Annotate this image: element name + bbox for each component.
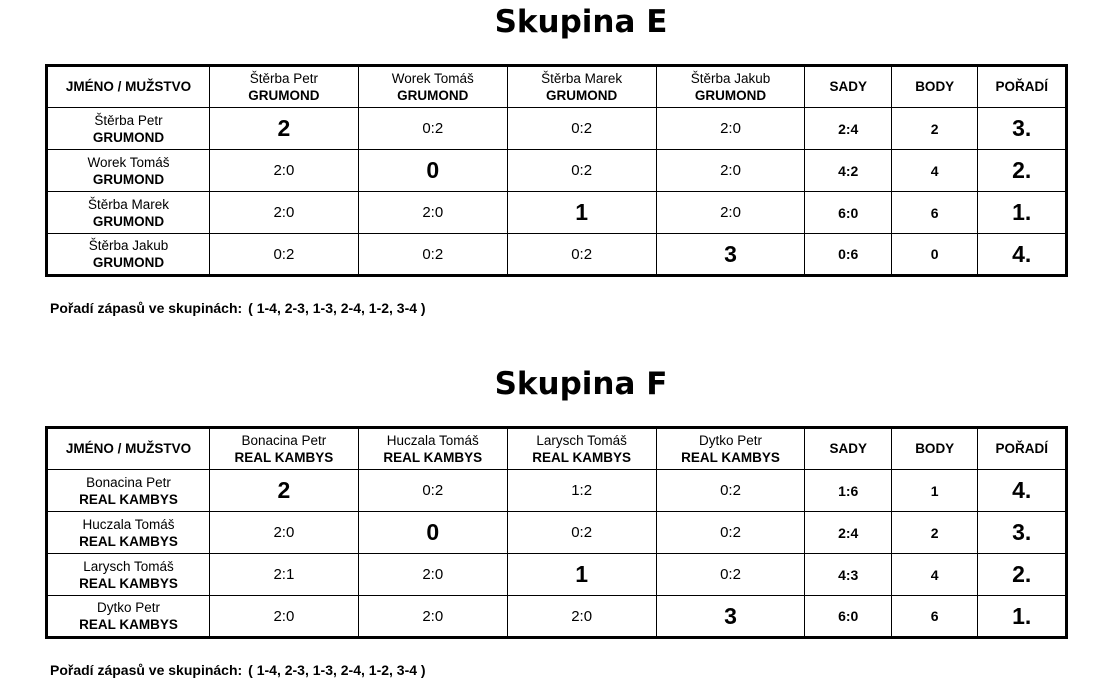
rank-cell: 1.	[978, 192, 1067, 234]
player-cell: Huczala Tomáš REAL KAMBYS	[47, 512, 210, 554]
opponent-header: Štěrba Jakub GRUMOND	[656, 66, 805, 108]
sets-cell: 2:4	[805, 512, 892, 554]
rank-cell: 3.	[978, 108, 1067, 150]
score-cell: 0:2	[507, 512, 656, 554]
points-cell: 2	[891, 108, 978, 150]
table-row	[47, 470, 1067, 512]
seed-cell: 3	[656, 234, 805, 276]
group-title: Skupina E	[494, 4, 668, 40]
standings-table	[45, 64, 1068, 277]
score-cell: 2:0	[209, 192, 358, 234]
points-cell: 4	[891, 554, 978, 596]
match-order-note	[50, 662, 426, 678]
score-cell: 0:2	[656, 512, 805, 554]
points-header: BODY	[891, 66, 978, 108]
score-cell: 2:0	[358, 192, 507, 234]
player-cell: Dytko Petr REAL KAMBYS	[47, 596, 210, 638]
score-cell: 2:0	[358, 596, 507, 638]
sets-cell: 2:4	[805, 108, 892, 150]
player-cell: Larysch Tomáš REAL KAMBYS	[47, 554, 210, 596]
seed-cell: 0	[358, 150, 507, 192]
table-row	[47, 150, 1067, 192]
match-order-note	[50, 300, 426, 316]
rank-cell: 4.	[978, 234, 1067, 276]
points-cell: 6	[891, 596, 978, 638]
score-cell: 0:2	[507, 108, 656, 150]
score-cell: 2:0	[656, 108, 805, 150]
score-cell: 2:0	[209, 596, 358, 638]
opponent-header: Larysch Tomáš REAL KAMBYS	[507, 428, 656, 470]
match-order-label: Pořadí zápasů ve skupinách:	[50, 300, 243, 316]
score-cell: 2:0	[209, 512, 358, 554]
points-cell: 0	[891, 234, 978, 276]
seed-cell: 0	[358, 512, 507, 554]
sets-cell: 1:6	[805, 470, 892, 512]
rank-header: POŘADÍ	[978, 66, 1067, 108]
player-cell: Bonacina Petr REAL KAMBYS	[47, 470, 210, 512]
score-cell: 0:2	[507, 234, 656, 276]
table-row	[47, 192, 1067, 234]
opponent-header: Huczala Tomáš REAL KAMBYS	[358, 428, 507, 470]
score-cell: 0:2	[358, 108, 507, 150]
score-cell: 2:0	[656, 192, 805, 234]
table-row	[47, 512, 1067, 554]
opponent-header: Štěrba Petr GRUMOND	[209, 66, 358, 108]
score-cell: 1:2	[507, 470, 656, 512]
sets-header: SADY	[805, 428, 892, 470]
name-team-header: JMÉNO / MUŽSTVO	[47, 428, 210, 470]
rank-cell: 3.	[978, 512, 1067, 554]
sets-cell: 4:3	[805, 554, 892, 596]
seed-cell: 1	[507, 554, 656, 596]
sets-cell: 4:2	[805, 150, 892, 192]
score-cell: 0:2	[656, 554, 805, 596]
score-cell: 0:2	[507, 150, 656, 192]
rank-header: POŘADÍ	[978, 428, 1067, 470]
rank-cell: 1.	[978, 596, 1067, 638]
score-cell: 0:2	[358, 470, 507, 512]
score-cell: 0:2	[656, 470, 805, 512]
header-row	[47, 66, 1067, 108]
score-cell: 0:2	[358, 234, 507, 276]
match-order-label: Pořadí zápasů ve skupinách:	[50, 662, 243, 678]
rank-cell: 2.	[978, 554, 1067, 596]
player-cell: Štěrba Jakub GRUMOND	[47, 234, 210, 276]
table-row	[47, 108, 1067, 150]
opponent-header: Bonacina Petr REAL KAMBYS	[209, 428, 358, 470]
player-cell: Štěrba Marek GRUMOND	[47, 192, 210, 234]
opponent-header: Worek Tomáš GRUMOND	[358, 66, 507, 108]
points-cell: 4	[891, 150, 978, 192]
seed-cell: 2	[209, 108, 358, 150]
points-cell: 6	[891, 192, 978, 234]
table-row	[47, 554, 1067, 596]
seed-cell: 2	[209, 470, 358, 512]
score-cell: 2:0	[507, 596, 656, 638]
sets-header: SADY	[805, 66, 892, 108]
opponent-header: Dytko Petr REAL KAMBYS	[656, 428, 805, 470]
opponent-header: Štěrba Marek GRUMOND	[507, 66, 656, 108]
seed-cell: 1	[507, 192, 656, 234]
score-cell: 0:2	[209, 234, 358, 276]
points-header: BODY	[891, 428, 978, 470]
score-cell: 2:0	[358, 554, 507, 596]
table-row	[47, 234, 1067, 276]
score-cell: 2:0	[656, 150, 805, 192]
match-order-value: ( 1-4, 2-3, 1-3, 2-4, 1-2, 3-4 )	[248, 300, 426, 316]
player-cell: Worek Tomáš GRUMOND	[47, 150, 210, 192]
sets-cell: 0:6	[805, 234, 892, 276]
score-cell: 2:1	[209, 554, 358, 596]
group-title: Skupina F	[494, 366, 668, 402]
sets-cell: 6:0	[805, 596, 892, 638]
seed-cell: 3	[656, 596, 805, 638]
points-cell: 1	[891, 470, 978, 512]
rank-cell: 4.	[978, 470, 1067, 512]
points-cell: 2	[891, 512, 978, 554]
rank-cell: 2.	[978, 150, 1067, 192]
table-row	[47, 596, 1067, 638]
standings-table	[45, 426, 1068, 639]
name-team-header: JMÉNO / MUŽSTVO	[47, 66, 210, 108]
sets-cell: 6:0	[805, 192, 892, 234]
player-cell: Štěrba Petr GRUMOND	[47, 108, 210, 150]
score-cell: 2:0	[209, 150, 358, 192]
match-order-value: ( 1-4, 2-3, 1-3, 2-4, 1-2, 3-4 )	[248, 662, 426, 678]
header-row	[47, 428, 1067, 470]
